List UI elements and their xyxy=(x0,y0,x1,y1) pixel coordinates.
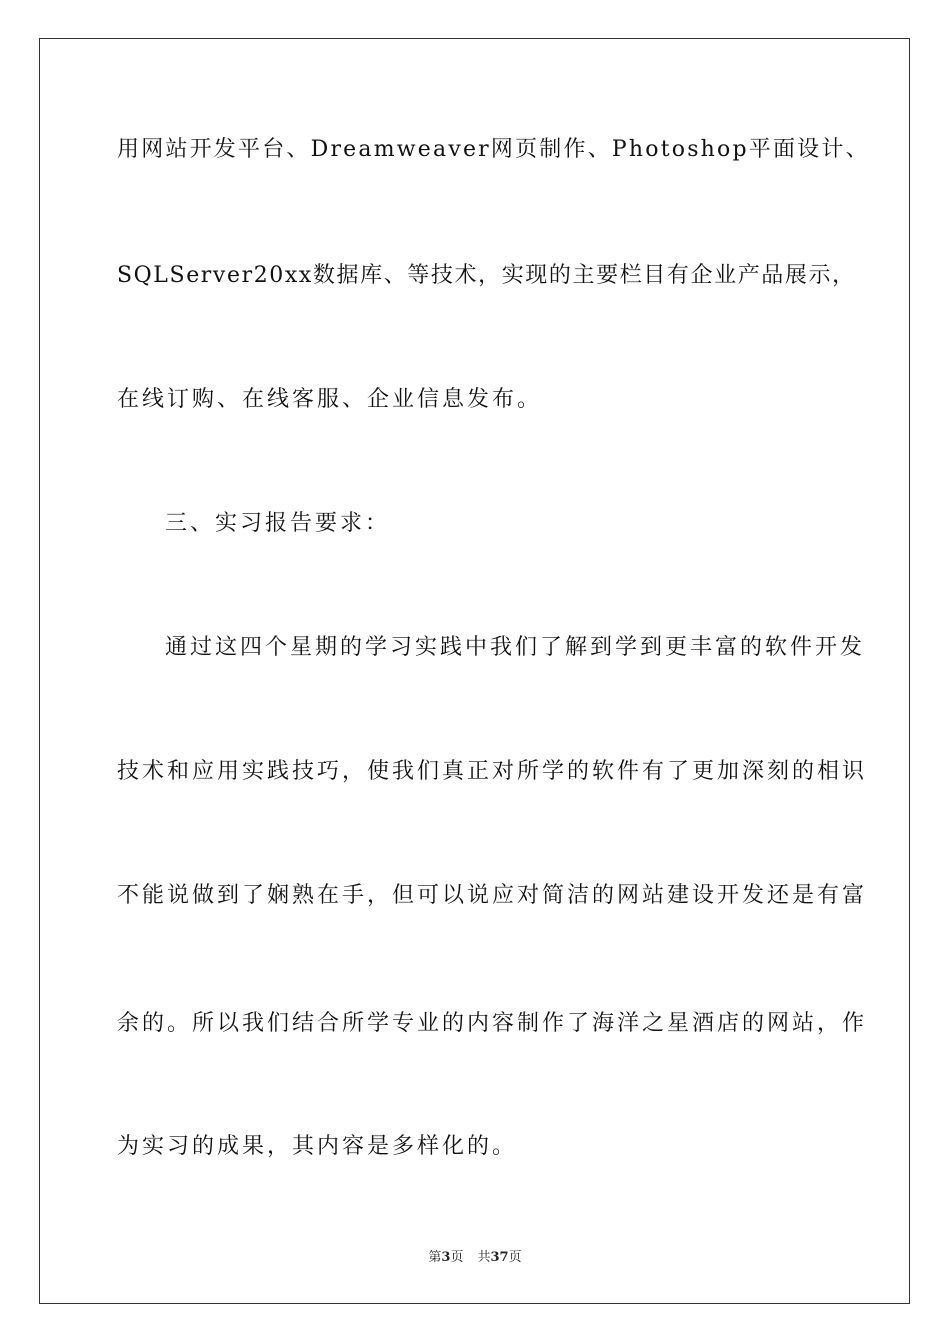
total-prefix: 共 xyxy=(477,1250,491,1265)
total-pages: 37 xyxy=(490,1250,509,1265)
body-line-9: 为实习的成果，其内容是多样化的。 xyxy=(117,1134,518,1159)
page-border xyxy=(39,38,910,1304)
body-line-6: 技术和应用实践技巧，使我们真正对所学的软件有了更加深刻的相识 xyxy=(117,759,868,784)
body-line-3: 在线订购、在线客服、企业信息发布。 xyxy=(117,387,543,412)
page-suffix: 页 xyxy=(450,1250,464,1265)
body-line-7: 不能说做到了娴熟在手，但可以说应对简洁的网站建设开发还是有富 xyxy=(117,883,868,908)
body-line-2: SQLServer20xx数据库、等技术，实现的主要栏目有企业产品展示， xyxy=(117,263,856,288)
body-line-5: 通过这四个星期的学习实践中我们了解到学到更丰富的软件开发 xyxy=(165,635,866,660)
body-line-1: 用网站开发平台、Dreamweaver网页制作、Photoshop平面设计、 xyxy=(117,137,870,162)
body-line-8: 余的。所以我们结合所学专业的内容制作了海洋之星酒店的网站，作 xyxy=(117,1011,868,1036)
page-number: 3 xyxy=(441,1250,451,1265)
section-heading: 三、实习报告要求： xyxy=(165,511,391,536)
total-suffix: 页 xyxy=(508,1250,522,1265)
page-footer xyxy=(0,1250,950,1266)
page-prefix: 第 xyxy=(428,1250,442,1265)
